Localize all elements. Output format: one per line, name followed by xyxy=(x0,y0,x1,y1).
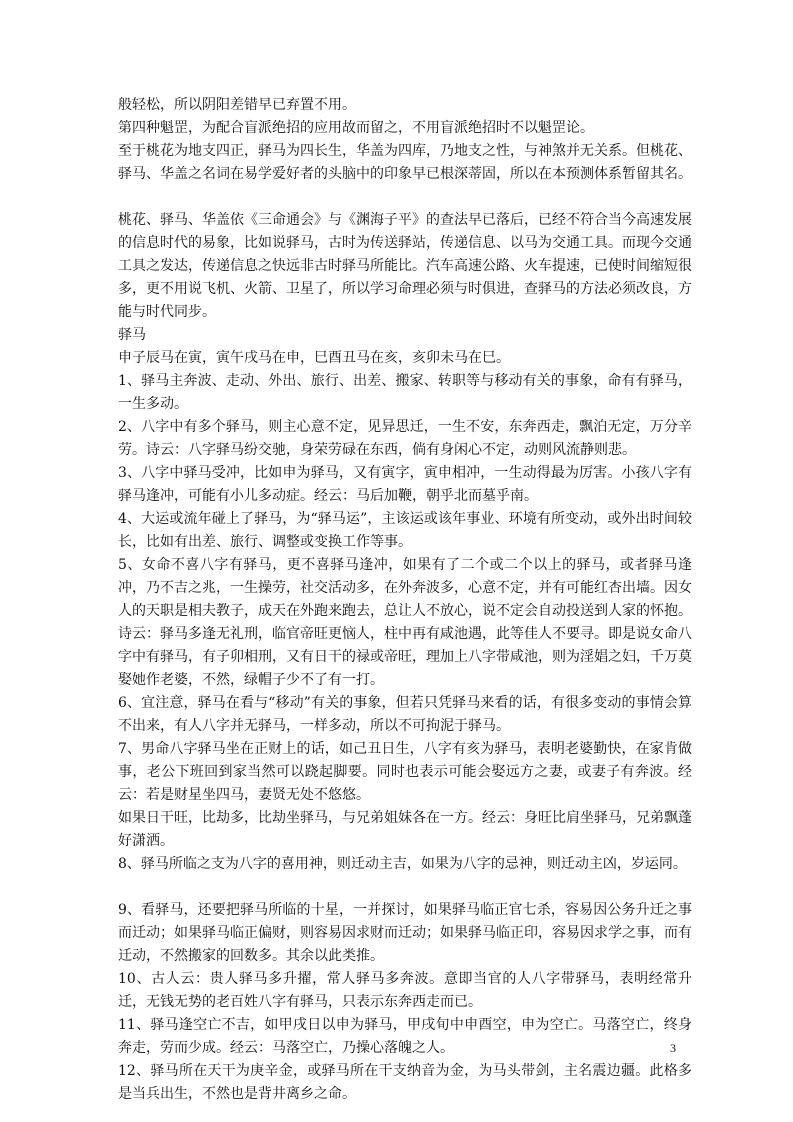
list-item: 6、宜注意，驿马在看与“移动”有关的事象，但若只凭驿马来看的话，有很多变动的事情会算不出来，有人八字并无驿马，一样多动，所以不可拘泥于驿马。 xyxy=(118,695,692,734)
list-item: 12、驿马所在天干为庚辛金，或驿马所在干支纳音为金，为马头带剑，主名震边疆。此格多是当兵出生，不然也是背井离乡之命。 xyxy=(118,1063,692,1102)
section-heading: 驿马 xyxy=(118,327,146,343)
list-item: 5、女命不喜八字有驿马，更不喜驿马逢冲，如果有了二个或二个以上的驿马，或者驿马逢冲，乃不吉之兆，一生操劳，社交活动多，在外奔波多，心意不定，并有可能红杏出墙。因女人的天职是相夫教子，成天在外跑来跑去，总让人不放心，说不定会自动投送到人家的怀抱。诗云：驿马多逢无礼刑，临官帝旺更恼人，柱中再有咸池遇，此等佳人不要寻。即是说女命八字中有驿马，有子卯相刑，又有日干的禄或帝旺，理加上八字带咸池，则为淫娼之妇，千万莫娶她作老婆，不然，绿帽子少不了有一打。 xyxy=(118,557,692,688)
paragraph: 申子辰马在寅，寅午戌马在申，巳酉丑马在亥，亥卯未马在巳。 xyxy=(118,350,510,366)
list-item: 3、八字中驿马受冲，比如申为驿马，又有寅字，寅申相冲，一生动得最为厉害。小孩八字有驿马逢冲，可能有小儿多动症。经云：马后加鞭，朝乎北而墓乎南。 xyxy=(118,465,692,504)
list-item: 4、大运或流年碰上了驿马，为“驿马运”，主该运或该年事业、环境有所变动，或外出时间较长，比如有出差、旅行、调整或变换工作等事。 xyxy=(118,511,692,550)
paragraph: 至于桃花为地支四正，驿马为四长生，华盖为四库，乃地支之性，与神煞并无关系。但桃花、驿马、华盖之名词在易学爱好者的头脑中的印象早已根深蒂固，所以在本预测体系暂留其名。 xyxy=(118,143,692,182)
paragraph-gap xyxy=(118,876,692,899)
document-body xyxy=(118,94,692,1106)
page-number: 3 xyxy=(670,1041,676,1055)
paragraph: 第四种魁罡，为配合盲派绝招的应用故而留之，不用盲派绝招时不以魁罡论。 xyxy=(118,120,594,136)
list-item: 2、八字中有多个驿马，则主心意不定，见异思迁，一生不安，东奔西走，飘泊无定，万分辛劳。诗云：八字驿马纷交驰，身荣劳碌在东西，倘有身闲心不定，动则风流静则悲。 xyxy=(118,419,692,458)
paragraph-gap xyxy=(118,186,692,209)
list-item: 1、驿马主奔波、走动、外出、旅行、出差、搬家、转职等与移动有关的事象，命有有驿马，一生多动。 xyxy=(118,373,692,412)
paragraph: 桃花、驿马、华盖依《三命通会》与《渊海子平》的查法早已落后，已经不符合当今高速发展的信息时代的易象，比如说驿马，古时为传送驿站，传递信息、以马为交通工具。而现今交通工具之发达，传递信息之快远非古时驿马所能比。汽车高速公路、火车提速，已使时间缩短很多，更不用说飞机、火箭、卫星了，所以学习命理必须与时俱进，查驿马的方法必须改良，方能与时代同步。 xyxy=(118,212,692,320)
list-item: 11、驿马逢空亡不吉，如甲戌日以申为驿马，甲戌旬中申酉空，申为空亡。马落空亡，终身奔走，劳而少成。经云：马落空亡，乃操心落魄之人。 xyxy=(118,1017,692,1056)
list-item: 10、古人云：贵人驿马多升擢，常人驿马多奔波。意即当官的人八字带驿马，表明经常升迁，无钱无势的老百姓八字有驿马，只表示东奔西走而已。 xyxy=(118,971,692,1010)
list-item: 8、驿马所临之支为八字的喜用神，则迁动主吉，如果为八字的忌神，则迁动主凶，岁运同。 xyxy=(118,856,687,872)
list-item: 7、男命八字驿马坐在正财上的话，如己丑日生，八字有亥为驿马，表明老婆勤快，在家肯做事，老公下班回到家当然可以跷起脚要。同时也表示可能会娶远方之妻，或妻子有奔波。经云：若是财星坐四马，妻贤无处不悠悠。 xyxy=(118,741,692,803)
list-item: 9、看驿马，还要把驿马所临的十星，一并探讨，如果驿马临正官七杀，容易因公务升迁之事而迁动；如果驿马临正偏财，则容易因求财而迁动；如果驿马临正印，容易因求学之事，而有迁动，不然搬家的回数多。其余以此类推。 xyxy=(118,902,692,964)
paragraph: 如果日干旺，比劫多，比劫坐驿马，与兄弟姐妹各在一方。经云：身旺比肩坐驿马，兄弟飘蓬好潇洒。 xyxy=(118,810,692,849)
paragraph: 般轻松，所以阴阳差错早已弃置不用。 xyxy=(118,97,356,113)
